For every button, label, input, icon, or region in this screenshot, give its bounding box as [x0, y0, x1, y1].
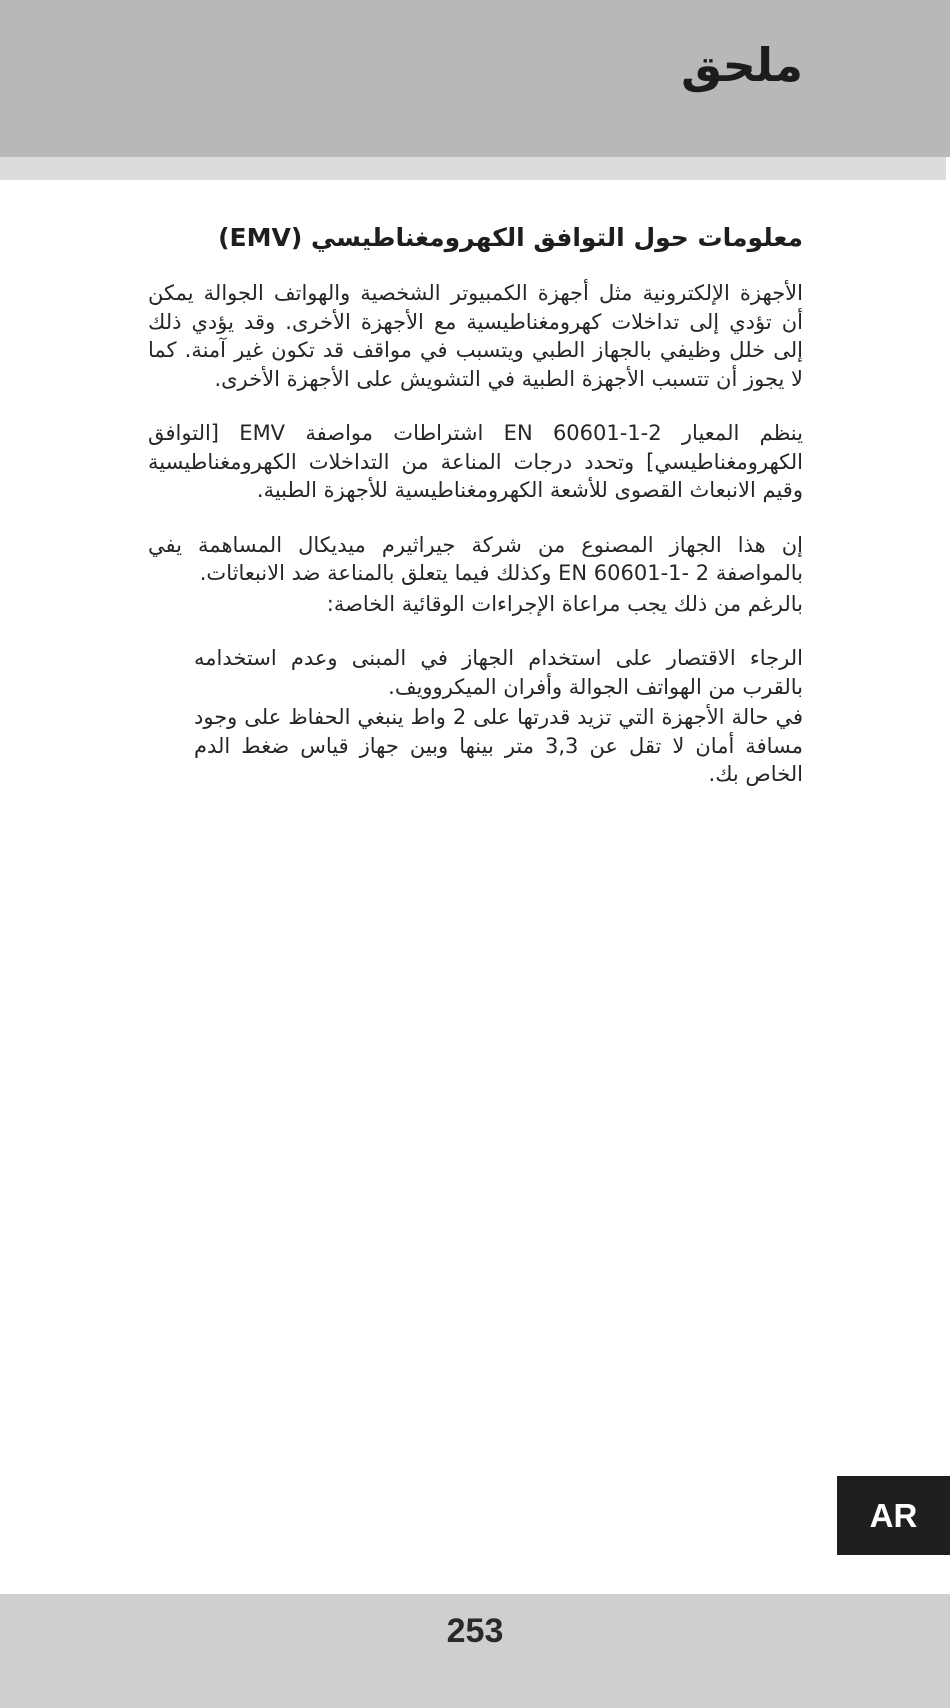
paragraph-compliance: إن هذا الجهاز المصنوع من شركة جيراثيرم ميديكال المساهمة يفي بالمواصفة EN 60601-1- 2 وكذلك فيما يتعلق بالمناعة ضد الانبعاثات.	[148, 532, 803, 585]
header-bar	[0, 0, 950, 157]
paragraph-precautions-intro: بالرغم من ذلك يجب مراعاة الإجراءات الوقائية الخاصة:	[326, 591, 803, 616]
language-tab: AR	[837, 1476, 950, 1555]
section-title: معلومات حول التوافق الكهرومغناطيسي (EMV)	[218, 223, 803, 252]
precaution-item: الرجاء الاقتصار على استخدام الجهاز في المبنى وعدم استخدامه بالقرب من الهواتف الجوالة وأفران الميكروويف.	[194, 646, 803, 699]
header-divider	[0, 157, 946, 180]
paragraph-standard: ينظم المعيار EN 60601-1-2 اشتراطات مواصفة EMV [التوافق الكهرومغناطيسي] وتحدد درجات المناعة من التداخلات الكهرومغناطيسية وقيم الانبعاث القصوى للأشعة الكهرومغناطيسية للأجهزة الطبية.	[148, 421, 803, 502]
page-number: 253	[446, 1612, 504, 1650]
precautions-list	[194, 644, 803, 789]
paragraph-emc-intro: الأجهزة الإلكترونية مثل أجهزة الكمبيوتر الشخصية والهواتف الجوالة يمكن أن تؤدي إلى تداخلات كهرومغناطيسية مع الأجهزة الأخرى. وقد يؤدي ذلك إلى خلل وظيفي بالجهاز الطبي ويتسبب في مواقف قد تكون غير آمنة. كما لا يجوز أن تتسبب الأجهزة الطبية في التشويش على الأجهزة الأخرى.	[148, 281, 803, 391]
precaution-item: في حالة الأجهزة التي تزيد قدرتها على 2 واط ينبغي الحفاظ على وجود مسافة أمان لا تقل عن 3,3 متر بينها وبين جهاز قياس ضغط الدم الخاص بك.	[194, 705, 803, 786]
content-area	[148, 222, 803, 791]
page-title: ملحق	[681, 38, 803, 92]
